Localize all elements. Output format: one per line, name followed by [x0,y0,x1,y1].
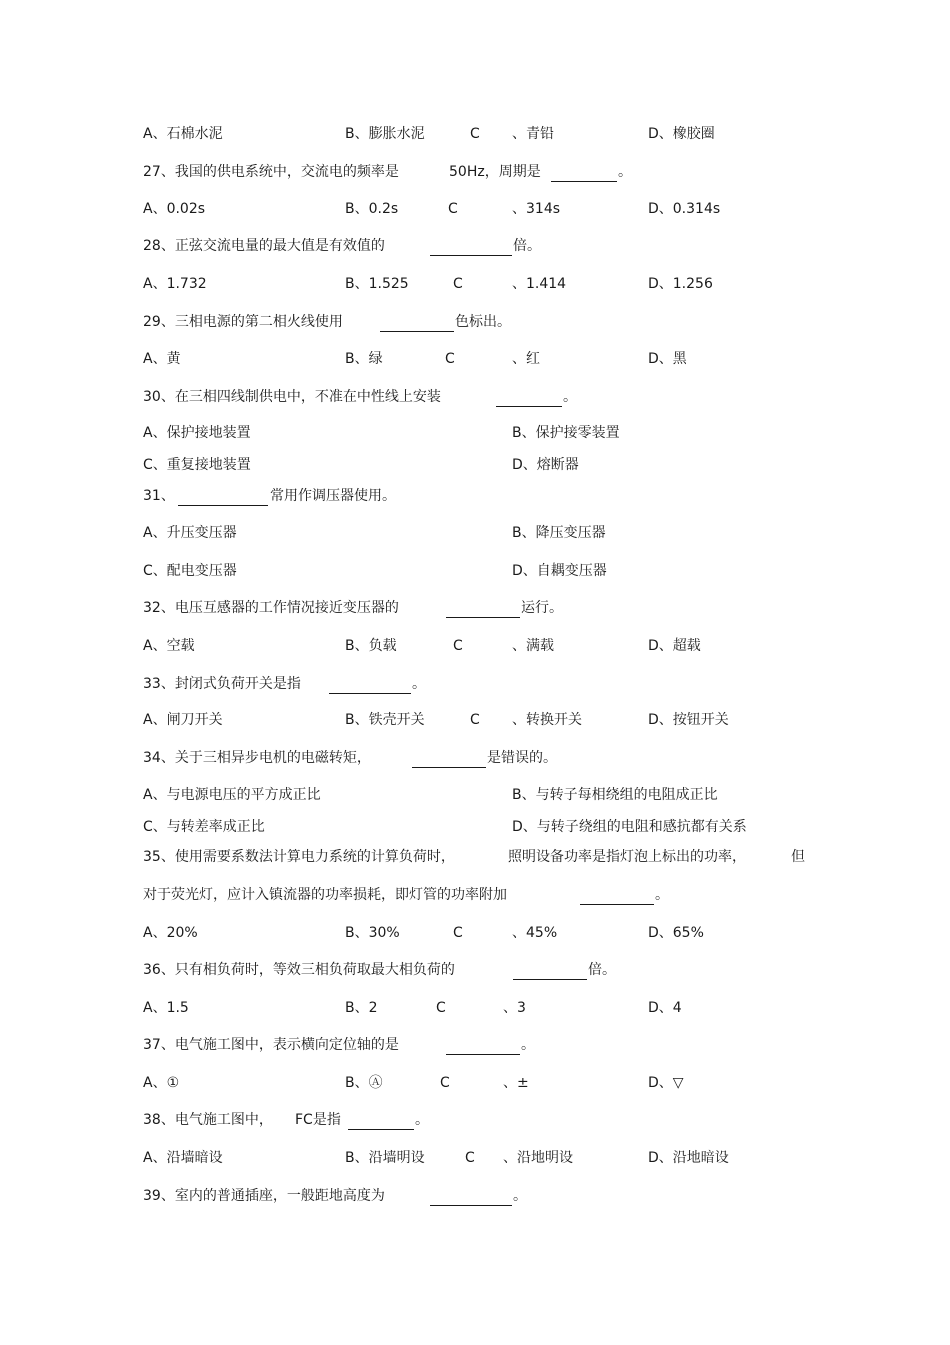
q37-stem: 37、电气施工图中，表示横向定位轴的是 [143,1037,399,1053]
q28-answer-blank[interactable] [430,241,512,256]
q28-option-b: B、1.525 [345,276,409,292]
q39-stem-end: 。 [513,1188,527,1204]
q28-option-d: D、1.256 [648,276,713,292]
q31-option-c: C、配电变压器 [143,563,237,579]
q32-stem: 32、电压互感器的工作情况接近变压器的 [143,600,399,616]
q31-option-a: A、升压变压器 [143,525,237,541]
q38-option-b: B、沿墙明设 [345,1150,425,1166]
q29-stem: 29、三相电源的第二相火线使用 [143,314,343,330]
q29-option-d: D、黑 [648,351,687,367]
q38-answer-blank[interactable] [348,1115,414,1130]
q32-answer-blank[interactable] [446,603,520,618]
q27-option-d: D、0.314s [648,201,721,217]
q30-stem-end: 。 [563,389,577,405]
q34-option-d: D、与转子绕组的电阻和感抗都有关系 [512,819,747,835]
q34-option-b: B、与转子每相绕组的电阻成正比 [512,787,718,803]
q33-stem: 33、封闭式负荷开关是指 [143,676,301,692]
q27-option-b: B、0.2s [345,201,399,217]
q29-option-a: A、黄 [143,351,181,367]
q28-option-c-text: 、1.414 [512,276,567,292]
q36-stem-end: 倍。 [588,962,616,978]
q38-stem-2: FC是指 [295,1112,341,1128]
q29-option-c-text: 、红 [512,351,540,367]
q39-stem: 39、室内的普通插座，一般距地高度为 [143,1188,385,1204]
q35-option-b: B、30% [345,925,400,941]
q27-option-c-letter: C [448,201,458,217]
q35-option-c-letter: C [453,925,463,941]
q35-answer-blank[interactable] [580,890,654,905]
q31-stem: 31、 [143,488,175,504]
q38-option-d: D、沿地暗设 [648,1150,729,1166]
q31-option-b: B、降压变压器 [512,525,606,541]
q37-option-c-text: 、± [503,1075,529,1091]
q36-option-c-text: 、3 [503,1000,526,1016]
q29-stem-end: 色标出。 [455,314,511,330]
q38-stem: 38、电气施工图中， [143,1112,273,1128]
q27-option-c-text: 、314s [512,201,561,217]
q26-option-d: D、橡胶圈 [648,126,715,142]
q30-option-c: C、重复接地装置 [143,457,251,473]
q26-option-c-text: 、青铅 [512,126,554,142]
q35-stem-3: 但 [791,849,805,865]
q30-option-b: B、保护接零装置 [512,425,620,441]
q33-answer-blank[interactable] [329,679,411,694]
q34-stem: 34、关于三相异步电机的电磁转矩， [143,750,371,766]
q27-stem: 27、我国的供电系统中，交流电的频率是 [143,164,399,180]
q32-option-d: D、超载 [648,638,701,654]
q36-option-a: A、1.5 [143,1000,189,1016]
q33-option-d: D、按钮开关 [648,712,729,728]
q38-stem-end: 。 [415,1112,429,1128]
q37-stem-end: 。 [521,1037,535,1053]
q27-stem-2: 50Hz，周期是 [449,164,541,180]
q29-answer-blank[interactable] [380,317,454,332]
q26-option-b: B、膨胀水泥 [345,126,425,142]
q34-option-a: A、与电源电压的平方成正比 [143,787,321,803]
q36-stem: 36、只有相负荷时，等效三相负荷取最大相负荷的 [143,962,455,978]
q30-stem: 30、在三相四线制供电中，不准在中性线上安装 [143,389,441,405]
q26-option-c-letter: C [470,126,480,142]
q32-stem-end: 运行。 [521,600,563,616]
q36-answer-blank[interactable] [513,965,587,980]
q36-option-d: D、4 [648,1000,682,1016]
q35-stem-end: 。 [655,887,669,903]
q36-option-b: B、2 [345,1000,378,1016]
q35-stem-4: 对于荧光灯，应计入镇流器的功率损耗，即灯管的功率附加 [143,887,507,903]
q32-option-b: B、负载 [345,638,397,654]
q35-stem-2: 照明设备功率是指灯泡上标出的功率， [508,849,746,865]
q32-option-c-letter: C [453,638,463,654]
q34-answer-blank[interactable] [412,753,486,768]
q35-stem: 35、使用需要系数法计算电力系统的计算负荷时， [143,849,455,865]
q37-option-a: A、① [143,1075,180,1091]
q37-option-c-letter: C [440,1075,450,1091]
q38-option-a: A、沿墙暗设 [143,1150,223,1166]
q32-option-c-text: 、满载 [512,638,554,654]
q30-answer-blank[interactable] [496,392,562,407]
q27-stem-end: 。 [618,164,632,180]
q27-option-a: A、0.02s [143,201,206,217]
q33-option-c-text: 、转换开关 [512,712,582,728]
q32-option-a: A、空载 [143,638,195,654]
q28-stem-end: 倍。 [513,238,541,254]
q33-stem-end: 。 [412,676,426,692]
q28-option-c-letter: C [453,276,463,292]
q27-answer-blank[interactable] [551,167,617,182]
q29-option-b: B、绿 [345,351,383,367]
q39-answer-blank[interactable] [430,1191,512,1206]
q35-option-a: A、20% [143,925,198,941]
q35-option-c-text: 、45% [512,925,558,941]
q38-option-c-text: 、沿地明设 [503,1150,573,1166]
q30-option-d: D、熔断器 [512,457,579,473]
q30-option-a: A、保护接地装置 [143,425,251,441]
q38-option-c-letter: C [465,1150,475,1166]
q33-option-c-letter: C [470,712,480,728]
q33-option-a: A、闸刀开关 [143,712,223,728]
q31-stem-end: 常用作调压器使用。 [270,488,396,504]
q34-option-c: C、与转差率成正比 [143,819,265,835]
q31-option-d: D、自耦变压器 [512,563,607,579]
q31-answer-blank[interactable] [178,491,268,506]
q26-option-a: A、石棉水泥 [143,126,223,142]
q28-option-a: A、1.732 [143,276,207,292]
q28-stem: 28、正弦交流电量的最大值是有效值的 [143,238,385,254]
q34-stem-end: 是错误的。 [487,750,557,766]
q33-option-b: B、铁壳开关 [345,712,425,728]
q37-option-d: D、▽ [648,1075,684,1091]
q35-option-d: D、65% [648,925,704,941]
q37-answer-blank[interactable] [446,1040,520,1055]
q37-option-b: B、Ⓐ [345,1075,383,1091]
q36-option-c-letter: C [436,1000,446,1016]
q29-option-c-letter: C [445,351,455,367]
